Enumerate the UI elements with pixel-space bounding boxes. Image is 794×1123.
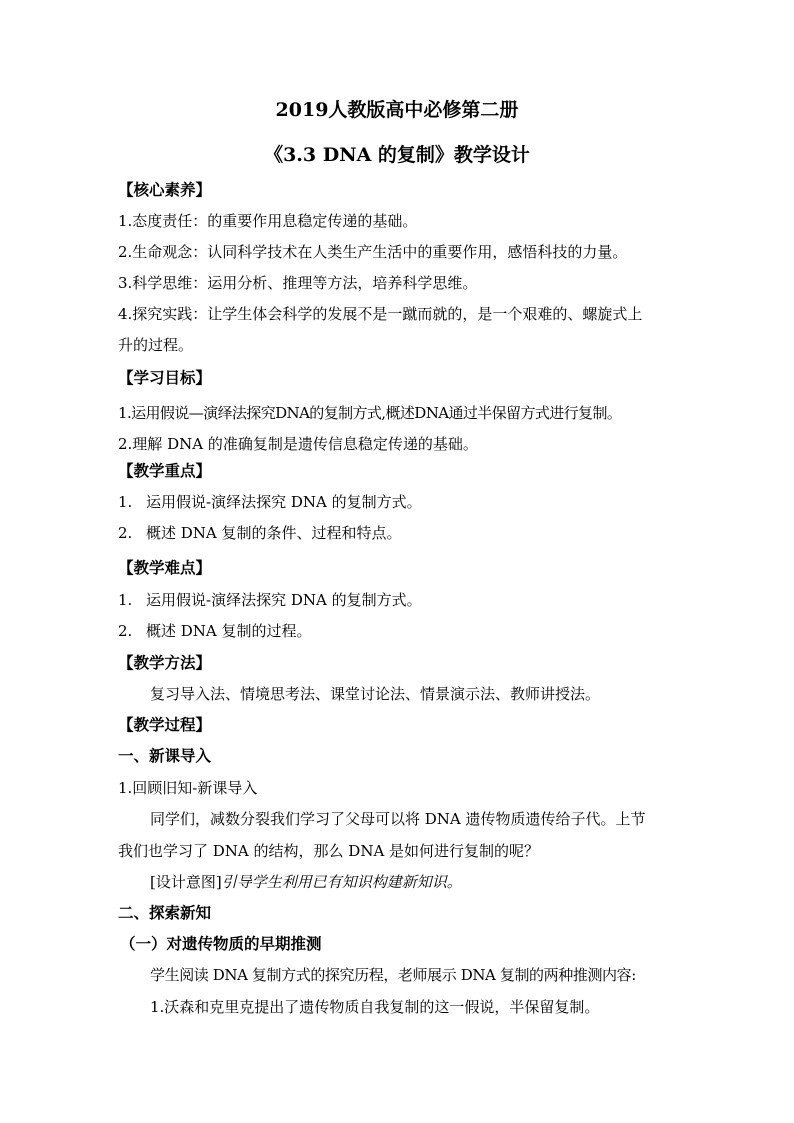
- key-points-heading: 【教学重点】: [118, 461, 212, 480]
- core-literacy-heading: 【核心素养】: [118, 180, 212, 199]
- design-intent-text: 引导学生利用已有知识构建新知识。: [221, 873, 462, 891]
- learning-goal-item-2: 2.理解 DNA 的准确复制是遗传信息稳定传递的基础。: [118, 435, 478, 453]
- part2-heading: 二、探索新知: [118, 903, 212, 922]
- design-intent-label: [设计意图]: [150, 873, 222, 891]
- key-point-text-1: 运用假说-演绎法探究 DNA 的复制方式。: [146, 493, 422, 511]
- core-literacy-item-4: 4.探究实践：让学生体会科学的发展不是一蹴而就的，是一个艰难的、螺旋式上: [118, 305, 643, 323]
- methods-heading: 【教学方法】: [118, 653, 212, 672]
- hypothesis-paragraph: 1.沃森和克里克提出了遗传物质自我复制的这一假说，半保留复制。: [150, 998, 600, 1016]
- learning-goal-item-1: 1.运用假说—演绎法探究DNA的复制方式,概述DNA通过半保留方式进行复制。: [118, 404, 622, 422]
- key-point-text-2: 概述 DNA 复制的条件、过程和特点。: [146, 524, 402, 542]
- core-literacy-item-3: 3.科学思维：运用分析、推理等方法，培养科学思维。: [118, 274, 478, 292]
- difficult-point-text-2: 概述 DNA 复制的过程。: [146, 622, 312, 640]
- document-title-line1: 2019人教版高中必修第二册: [275, 99, 519, 121]
- difficult-point-item-1: [118, 590, 688, 610]
- difficult-point-num-2: 2.: [118, 622, 133, 640]
- key-point-item-2: [118, 523, 688, 543]
- intro-paragraph-line1: 同学们，减数分裂我们学习了父母可以将 DNA 遗传物质遗传给子代。上节: [150, 810, 646, 828]
- sub1-heading: （一）对遗传物质的早期推测: [120, 934, 322, 953]
- difficult-point-num-1: 1.: [118, 591, 133, 609]
- process-heading: 【教学过程】: [118, 715, 212, 734]
- core-literacy-item-1: 1.态度责任：的重要作用息稳定传递的基础。: [118, 212, 418, 230]
- difficult-point-text-1: 运用假说-演绎法探究 DNA 的复制方式。: [146, 591, 422, 609]
- part1-heading: 一、新课导入: [118, 746, 212, 765]
- step1-text: 1.回顾旧知-新课导入: [118, 779, 258, 797]
- explore-paragraph: 学生阅读 DNA 复制方式的探究历程，老师展示 DNA 复制的两种推测内容:: [150, 966, 636, 984]
- methods-text: 复习导入法、情境思考法、课堂讨论法、情景演示法、教师讲授法。: [150, 685, 601, 703]
- key-point-num-2: 2.: [118, 524, 133, 542]
- difficult-points-heading: 【教学难点】: [118, 558, 212, 577]
- document-title-line2: 《3.3 DNA 的复制》教学设计: [264, 144, 530, 166]
- core-literacy-item-4-cont: 升的过程。: [118, 336, 194, 354]
- key-point-num-1: 1.: [118, 493, 133, 511]
- core-literacy-item-2: 2.生命观念：认同科学技术在人类生产生活中的重要作用，感悟科技的力量。: [118, 243, 628, 261]
- design-intent: [150, 872, 720, 892]
- key-point-item-1: [118, 492, 688, 512]
- difficult-point-item-2: [118, 621, 688, 641]
- intro-paragraph-line2: 我们也学习了 DNA 的结构，那么 DNA 是如何进行复制的呢？: [118, 842, 540, 860]
- learning-goals-heading: 【学习目标】: [118, 368, 212, 387]
